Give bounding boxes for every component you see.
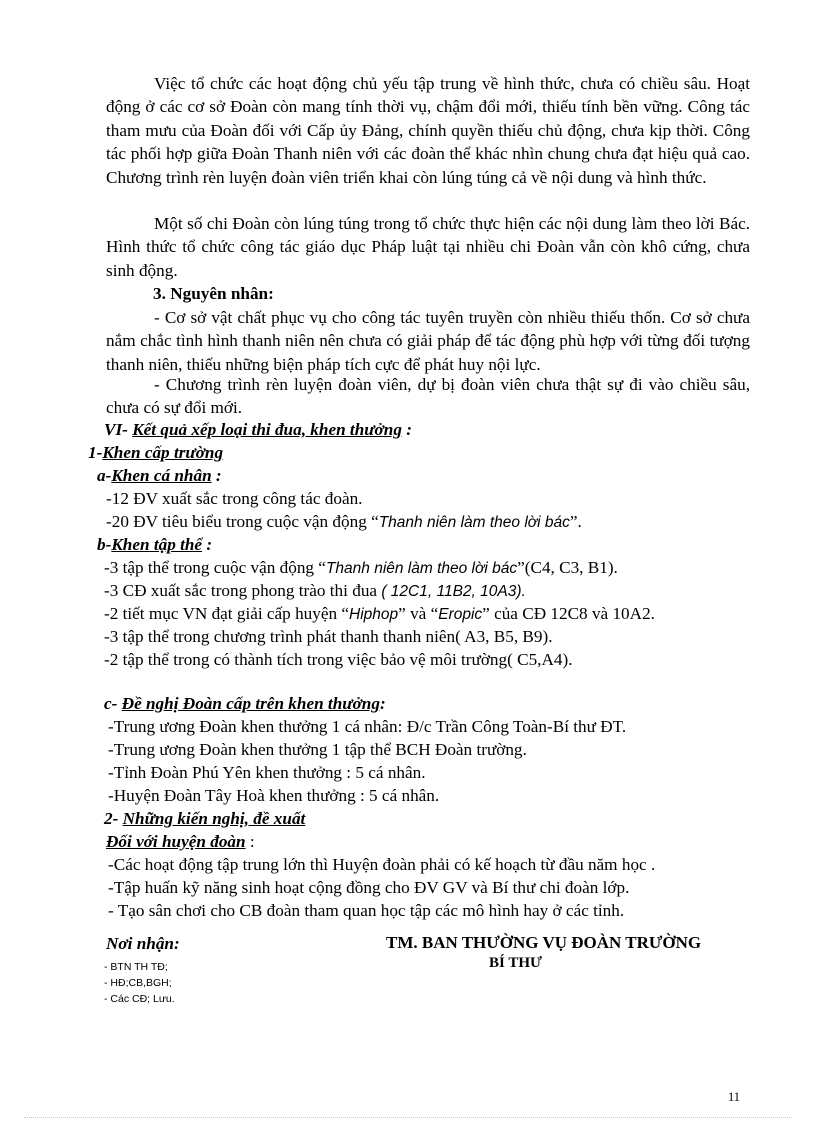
- recipient-item: - BTN TH TĐ;: [104, 961, 168, 973]
- recommendations-heading: 2- Những kiến nghị, đề xuất: [104, 809, 306, 828]
- recommendation-item: - Tạo sân chơi cho CB đoàn tham quan học tập các mô hình hay ở các tỉnh.: [108, 901, 625, 920]
- proposal-heading: c- Đề nghị Đoàn cấp trên khen thưởng:: [104, 694, 386, 713]
- signature-title: TM. BAN THƯỜNG VỤ ĐOÀN TRƯỜNG: [386, 933, 702, 952]
- collective-award-item: -2 tiết mục VN đạt giải cấp huyện “Hiphop” và “Eropic” của CĐ 12C8 và 10A2.: [104, 604, 655, 623]
- cause-heading: 3. Nguyên nhân:: [153, 284, 274, 303]
- proposal-item: -Tỉnh Đoàn Phú Yên khen thưởng : 5 cá nhân.: [108, 763, 426, 782]
- individual-award-heading: a-Khen cá nhân :: [97, 466, 222, 485]
- district-union-heading: Đối với huyện đoàn :: [106, 832, 255, 851]
- section-vi-heading: VI- Kết quả xếp loại thi đua, khen thưởng :: [104, 420, 412, 439]
- footer-divider: [24, 1117, 792, 1118]
- individual-award-item: -12 ĐV xuất sắc trong công tác đoàn.: [106, 489, 363, 508]
- collective-award-item: -2 tập thể trong có thành tích trong việc bảo vệ môi trường( C5,A4).: [104, 650, 573, 669]
- paragraph-cause-2: - Chương trình rèn luyện đoàn viên, dự bị đoàn viên chưa thật sự đi vào chiều sâu, chưa có sự đổi mới.: [106, 375, 750, 418]
- collective-award-item: -3 CĐ xuất sắc trong phong trào thi đua ( 12C1, 11B2, 10A3).: [104, 581, 526, 600]
- proposal-item: -Trung ương Đoàn khen thưởng 1 cá nhân: Đ/c Trần Công Toàn-Bí thư ĐT.: [108, 717, 627, 736]
- recommendation-item: -Tập huấn kỹ năng sinh hoạt cộng đồng cho ĐV GV và Bí thư chi đoàn lớp.: [108, 878, 630, 897]
- paragraph-cause-1: - Cơ sở vật chất phục vụ cho công tác tuyên truyền còn nhiều thiếu thốn. Cơ sở chưa nắm chắc tình hình thanh niên nên chưa có giải pháp để tác động phù hợp với từng đối tượng thanh niên, thiếu những biện pháp tích cực để phát huy nội lực.: [106, 308, 750, 374]
- subsection-1-heading: 1-Khen cấp trường: [88, 443, 224, 462]
- signature-role: BÍ THƯ: [489, 955, 542, 971]
- recipients-title: Nơi nhận:: [106, 934, 180, 953]
- collective-award-heading: b-Khen tập thể :: [97, 535, 213, 554]
- individual-award-item: -20 ĐV tiêu biểu trong cuộc vận động “Thanh niên làm theo lời bác”.: [106, 512, 582, 531]
- proposal-item: -Trung ương Đoàn khen thưởng 1 tập thể BCH Đoàn trường.: [108, 740, 527, 759]
- page-number: 11: [728, 1090, 741, 1104]
- paragraph-limitations: Việc tổ chức các hoạt động chủ yếu tập trung về hình thức, chưa có chiều sâu. Hoạt động ở các cơ sở Đoàn còn mang tính thời vụ, chậm đổi mới, thiếu tính bền vững. Công tác tham mưu của Đoàn đối với Cấp ủy Đảng, chính quyền thiếu chủ động, chưa kịp thời. Công tác phối hợp giữa Đoàn Thanh niên với các đoàn thể khác nhìn chung chưa đạt hiệu quả cao. Chương trình rèn luyện đoàn viên triển khai còn lúng túng cả về nội dung và hình thức.: [106, 74, 750, 187]
- recommendation-item: -Các hoạt động tập trung lớn thì Huyện đoàn phải có kế hoạch từ đầu năm học .: [108, 855, 656, 874]
- collective-award-item: -3 tập thể trong chương trình phát thanh thanh niên( A3, B5, B9).: [104, 627, 553, 646]
- paragraph-chi-doan: Một số chi Đoàn còn lúng túng trong tổ chức thực hiện các nội dung làm theo lời Bác. Hình thức tổ chức công tác giáo dục Pháp luật tại nhiều chi Đoàn vẫn còn khô cứng, chưa sinh động.: [106, 214, 750, 280]
- recipient-item: - Các CĐ; Lưu.: [104, 993, 175, 1005]
- recipient-item: - HĐ;CB,BGH;: [104, 977, 172, 989]
- collective-award-item: -3 tập thể trong cuộc vận động “Thanh niên làm theo lời bác”(C4, C3, B1).: [104, 558, 618, 577]
- proposal-item: -Huyện Đoàn Tây Hoà khen thưởng : 5 cá nhân.: [108, 786, 440, 805]
